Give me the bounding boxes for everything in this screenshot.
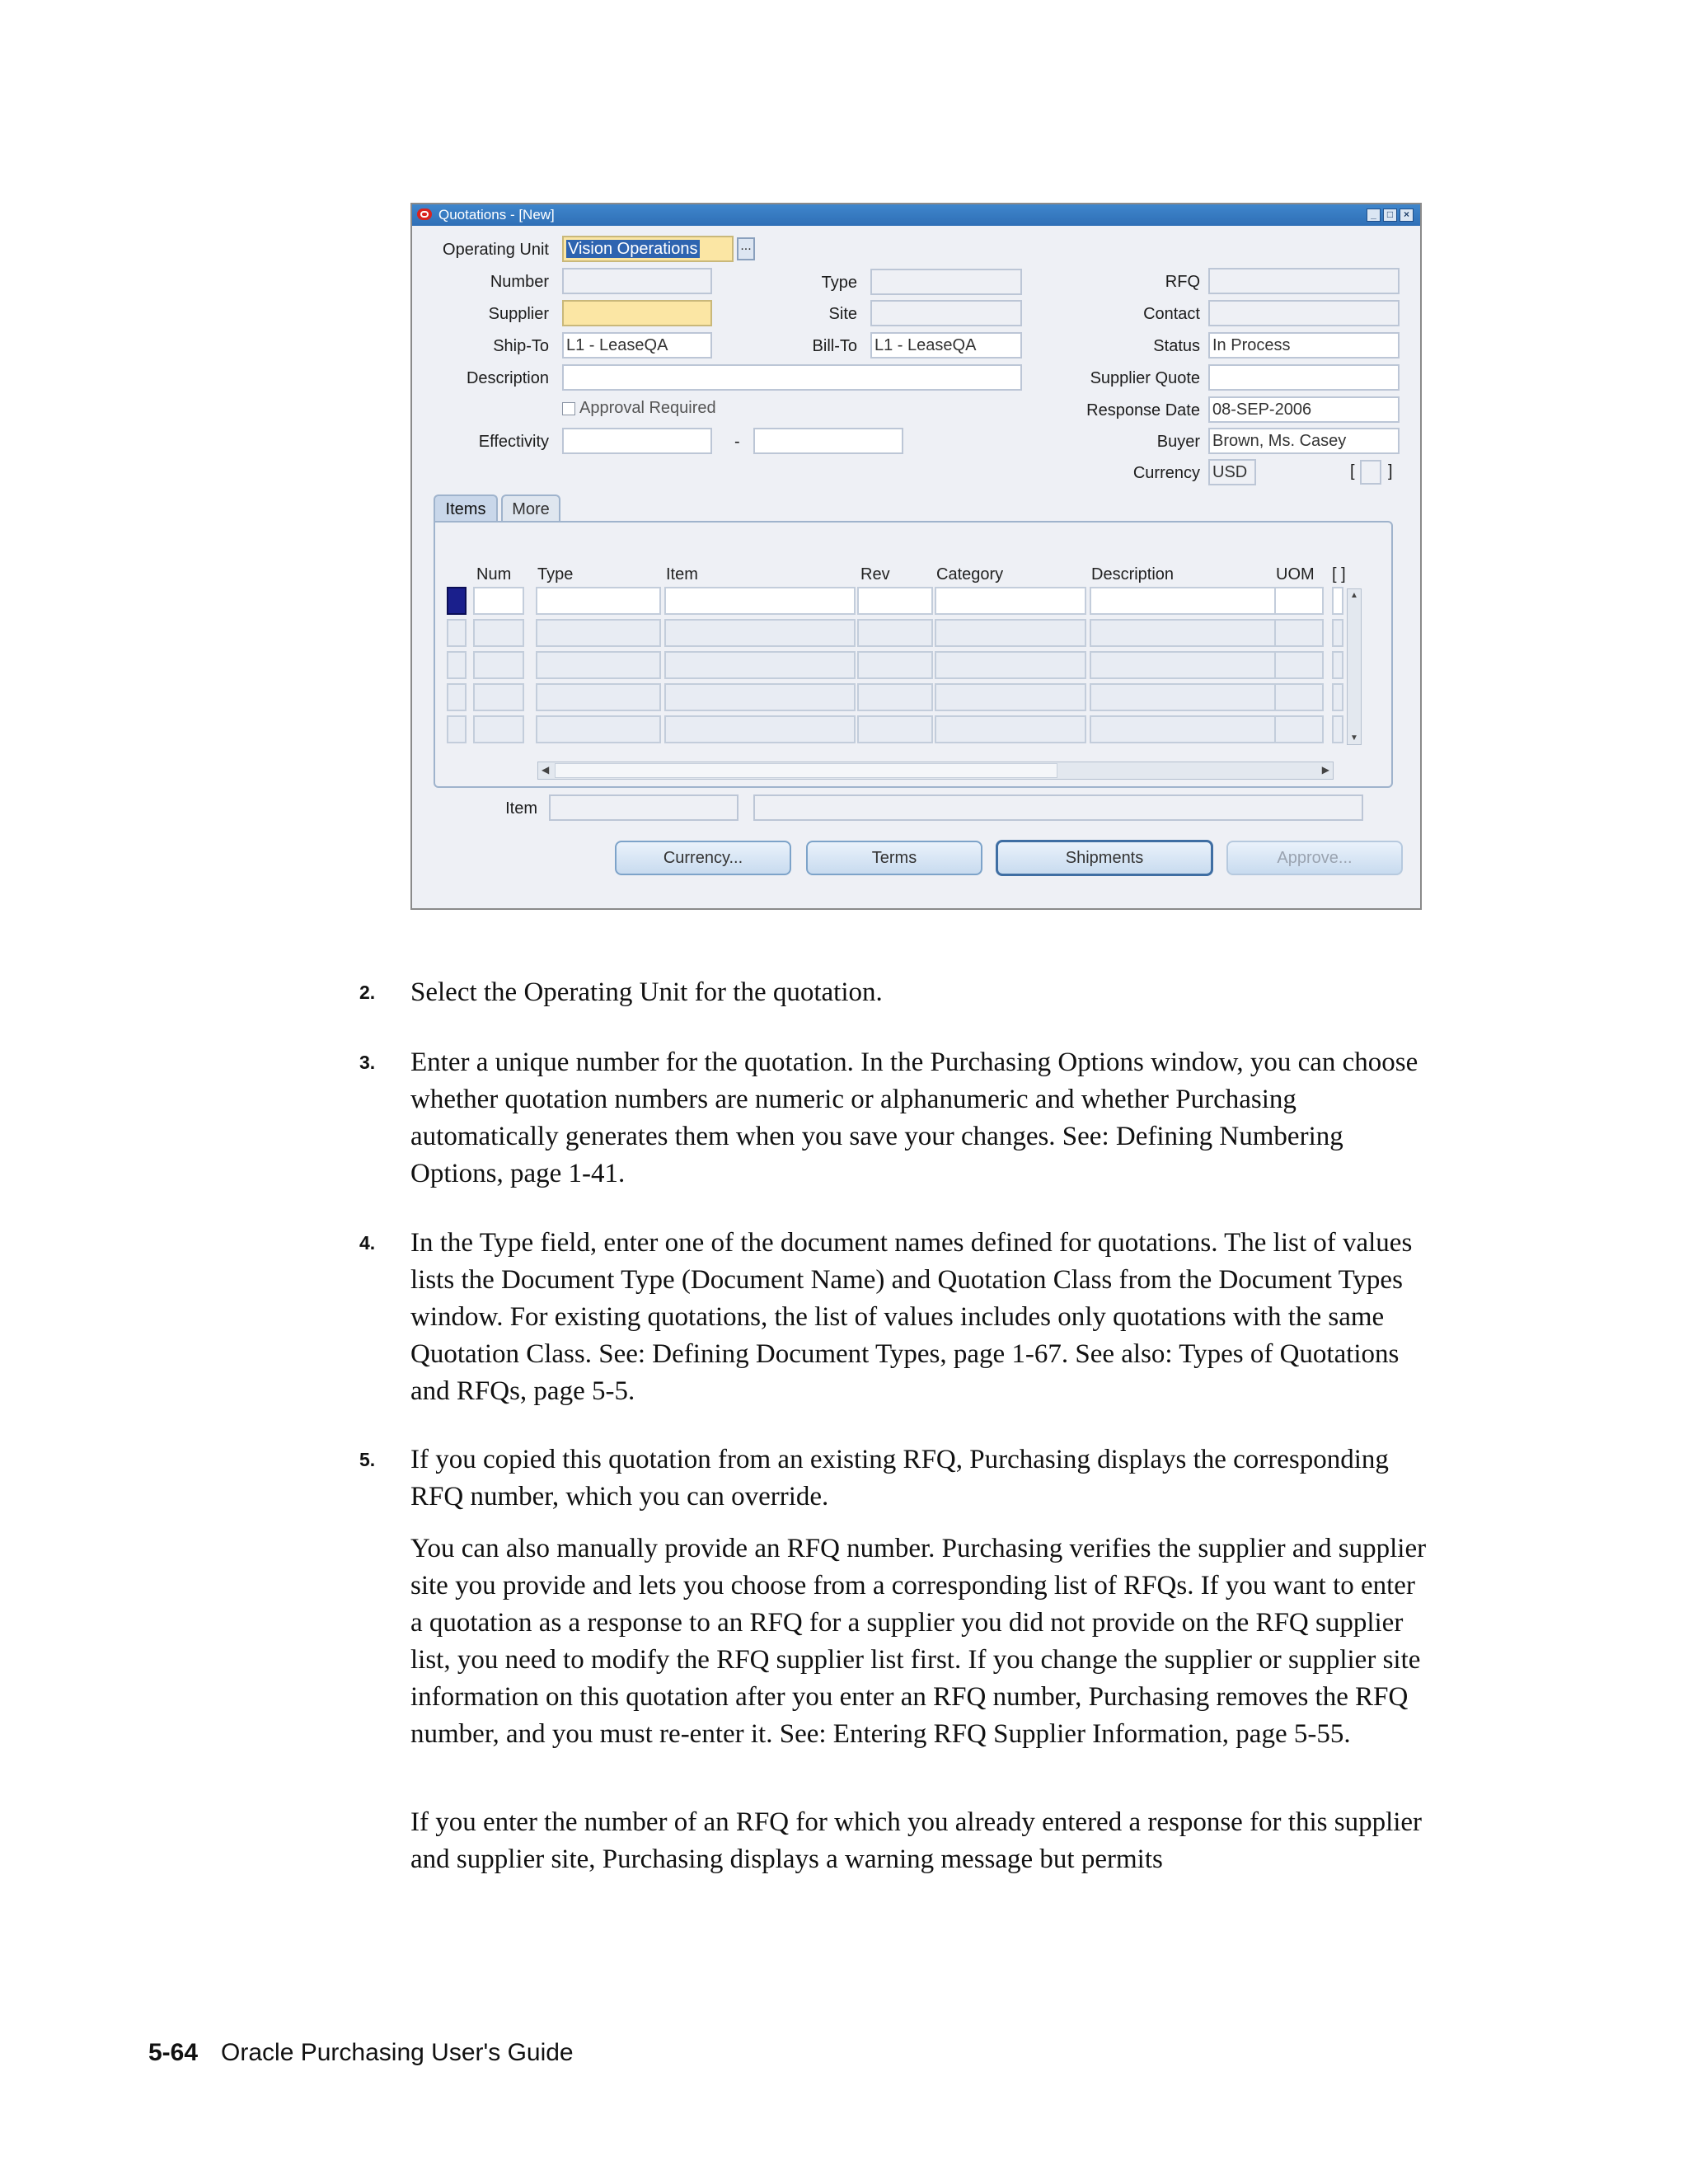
line-cell[interactable] — [857, 651, 933, 679]
line-cell[interactable] — [1332, 651, 1343, 679]
step-text: In the Type field, enter one of the document names defined for quotations. The list of values lists the Document Type (Document Name) and Quotation Class from the Document Types window. For existing quotations, the list of values includes only quotations with the same Quotation Class. See: Defining Document Types, page 1-67. See also: Types of Quotations and RFQs, page 5-5. — [410, 1228, 1413, 1406]
line-cell[interactable] — [664, 651, 856, 679]
step-2 — [359, 974, 1432, 1011]
terms-button[interactable]: Terms — [806, 841, 982, 875]
step-text: If you copied this quotation from an existing RFQ, Purchasing displays the corresponding RFQ number, which you can override. — [410, 1445, 1389, 1511]
shipments-button[interactable]: Shipments — [996, 840, 1213, 876]
type-label: Type — [821, 274, 857, 292]
scroll-left-icon[interactable]: ◀ — [542, 764, 550, 776]
rfq-field[interactable] — [1208, 268, 1400, 294]
lines-vertical-scrollbar[interactable] — [1347, 588, 1362, 745]
supplier-field[interactable] — [562, 300, 712, 326]
line-cell[interactable] — [1332, 619, 1343, 647]
tab-more[interactable]: More — [501, 494, 560, 523]
step-number: 4. — [359, 1232, 376, 1254]
description-label: Description — [466, 369, 549, 387]
close-icon[interactable]: × — [1400, 209, 1414, 222]
line-cell[interactable] — [935, 619, 1086, 647]
row-indicator[interactable] — [447, 651, 467, 679]
descriptive-flex-field[interactable] — [1360, 460, 1381, 485]
effectivity-to-field[interactable] — [753, 428, 903, 454]
line-cell[interactable] — [1090, 683, 1281, 711]
column-header-category: Category — [936, 565, 1004, 583]
item-description-field[interactable] — [753, 794, 1363, 821]
line-cell[interactable] — [1090, 587, 1281, 615]
item-field[interactable] — [549, 794, 738, 821]
step-number: 5. — [359, 1449, 376, 1470]
line-cell[interactable] — [1332, 587, 1343, 615]
row-indicator[interactable] — [447, 715, 467, 743]
lines-horizontal-scrollbar[interactable] — [537, 762, 1334, 780]
line-cell[interactable] — [1090, 651, 1281, 679]
row-indicator[interactable] — [447, 619, 467, 647]
page-footer — [148, 2039, 574, 2067]
scroll-down-icon[interactable]: ▼ — [1350, 733, 1358, 743]
response-date-field[interactable]: 08-SEP-2006 — [1208, 396, 1400, 423]
line-cell[interactable] — [1332, 683, 1343, 711]
line-cell[interactable] — [857, 619, 933, 647]
scroll-thumb[interactable] — [555, 763, 1057, 778]
line-cell[interactable] — [664, 587, 856, 615]
line-cell[interactable] — [935, 587, 1086, 615]
line-cell[interactable] — [536, 619, 661, 647]
column-header-flex: [ ] — [1332, 565, 1346, 583]
ship-to-field[interactable]: L1 - LeaseQA — [562, 332, 712, 359]
line-cell[interactable] — [935, 651, 1086, 679]
lov-button[interactable]: ... — [737, 237, 755, 260]
line-cell[interactable] — [1274, 619, 1324, 647]
bill-to-field[interactable]: L1 - LeaseQA — [870, 332, 1022, 359]
ship-to-label: Ship-To — [493, 337, 549, 355]
quotations-window — [410, 203, 1422, 910]
currency-button[interactable]: Currency... — [615, 841, 791, 875]
line-cell[interactable] — [664, 715, 856, 743]
line-cell[interactable] — [1090, 715, 1281, 743]
buyer-label: Buyer — [1156, 433, 1200, 451]
line-cell[interactable] — [664, 619, 856, 647]
step-text: Enter a unique number for the quotation. In the Purchasing Options window, you can choose whether quotation numbers are numeric or alphanumeric and whether Purchasing automatically generates them when you save your changes. See: Defining Numbering Options, page 1-41. — [410, 1047, 1418, 1188]
paragraph-rfq-number: You can also manually provide an RFQ number. Purchasing verifies the supplier and supplier site you provide and lets you choose from a corresponding list of RFQs. If you want to enter a quotation as a response to an RFQ for a supplier you did not provide on the RFQ supplier list, you need to modify the RFQ supplier list first. If you change the supplier or supplier site information on this quotation after you enter an RFQ number, Purchasing removes the RFQ number, and you must re-enter it. See: Entering RFQ Supplier Information, page 5-55. — [410, 1534, 1427, 1749]
approval-required-label: Approval Required — [579, 399, 716, 417]
effectivity-from-field[interactable] — [562, 428, 712, 454]
line-cell[interactable] — [1274, 651, 1324, 679]
maximize-icon[interactable]: □ — [1383, 209, 1397, 222]
contact-field[interactable] — [1208, 300, 1400, 326]
items-panel — [434, 521, 1393, 788]
scroll-up-icon[interactable]: ▲ — [1350, 591, 1358, 600]
bracket-close: ] — [1388, 462, 1393, 480]
window-title: Quotations - [New] — [438, 207, 555, 223]
line-cell[interactable] — [473, 587, 524, 615]
operating-unit-field[interactable]: Vision Operations — [562, 236, 734, 262]
step-number: 3. — [359, 1052, 376, 1073]
site-field[interactable] — [870, 300, 1022, 326]
line-cell[interactable] — [1274, 715, 1324, 743]
description-field[interactable] — [562, 364, 1022, 391]
line-cell[interactable] — [935, 715, 1086, 743]
line-cell[interactable] — [935, 683, 1086, 711]
line-cell[interactable] — [1332, 715, 1343, 743]
status-field[interactable]: In Process — [1208, 332, 1400, 359]
line-cell[interactable] — [857, 683, 933, 711]
row-indicator[interactable] — [447, 587, 467, 615]
line-cell[interactable] — [1090, 619, 1281, 647]
column-header-type: Type — [537, 565, 574, 583]
supplier-label: Supplier — [488, 305, 549, 323]
column-header-num: Num — [476, 565, 512, 583]
line-cell[interactable] — [473, 651, 524, 679]
effectivity-dash: - — [734, 433, 740, 451]
currency-label: Currency — [1132, 464, 1200, 482]
line-cell[interactable] — [536, 587, 661, 615]
page-number: 5-64 — [148, 2039, 199, 2066]
line-cell[interactable] — [536, 651, 661, 679]
line-cell[interactable] — [473, 619, 524, 647]
response-date-label: Response Date — [1086, 401, 1200, 419]
paragraph-rfq-warning: If you enter the number of an RFQ for which you already entered a response for this supplier and supplier site, Purchasing displays a warning message but permits — [410, 1807, 1423, 1874]
row-indicator[interactable] — [447, 683, 467, 711]
bracket-open: [ — [1350, 462, 1355, 480]
line-cell[interactable] — [857, 715, 933, 743]
step-number: 2. — [359, 982, 376, 1003]
tab-items[interactable]: Items — [434, 494, 498, 523]
approve-button[interactable]: Approve... — [1226, 841, 1403, 875]
supplier-quote-label: Supplier Quote — [1090, 369, 1200, 387]
currency-field[interactable]: USD — [1208, 459, 1256, 485]
line-cell[interactable] — [536, 683, 661, 711]
supplier-quote-field[interactable] — [1208, 364, 1400, 391]
line-cell[interactable] — [1274, 683, 1324, 711]
effectivity-label: Effectivity — [478, 433, 549, 451]
line-cell[interactable] — [664, 683, 856, 711]
line-cell[interactable] — [1274, 587, 1324, 615]
line-cell[interactable] — [536, 715, 661, 743]
site-label: Site — [828, 305, 857, 323]
step-5 — [359, 1441, 1432, 1516]
status-label: Status — [1153, 337, 1200, 355]
operating-unit-label: Operating Unit — [443, 241, 549, 259]
column-header-description: Description — [1091, 565, 1175, 583]
column-header-rev: Rev — [860, 565, 890, 583]
line-cell[interactable] — [473, 715, 524, 743]
type-field[interactable] — [870, 269, 1022, 295]
scroll-right-icon[interactable]: ▶ — [1321, 764, 1329, 776]
column-header-uom: UOM — [1276, 565, 1315, 583]
item-label: Item — [505, 799, 537, 818]
step-4 — [359, 1225, 1432, 1410]
minimize-icon[interactable]: _ — [1367, 209, 1381, 222]
contact-label: Contact — [1143, 305, 1200, 323]
buyer-field[interactable]: Brown, Ms. Casey — [1208, 428, 1400, 454]
number-label: Number — [490, 273, 549, 291]
column-header-item: Item — [666, 565, 698, 583]
oracle-logo-icon — [417, 209, 432, 220]
window-titlebar — [412, 204, 1420, 226]
step-3 — [359, 1044, 1432, 1193]
number-field[interactable] — [562, 268, 712, 294]
bill-to-label: Bill-To — [812, 337, 857, 355]
line-cell[interactable] — [473, 683, 524, 711]
approval-required-checkbox[interactable] — [562, 402, 575, 415]
step-text: Select the Operating Unit for the quotation. — [410, 977, 883, 1007]
line-cell[interactable] — [857, 587, 933, 615]
book-title: Oracle Purchasing User's Guide — [221, 2039, 574, 2066]
rfq-label: RFQ — [1165, 273, 1200, 291]
